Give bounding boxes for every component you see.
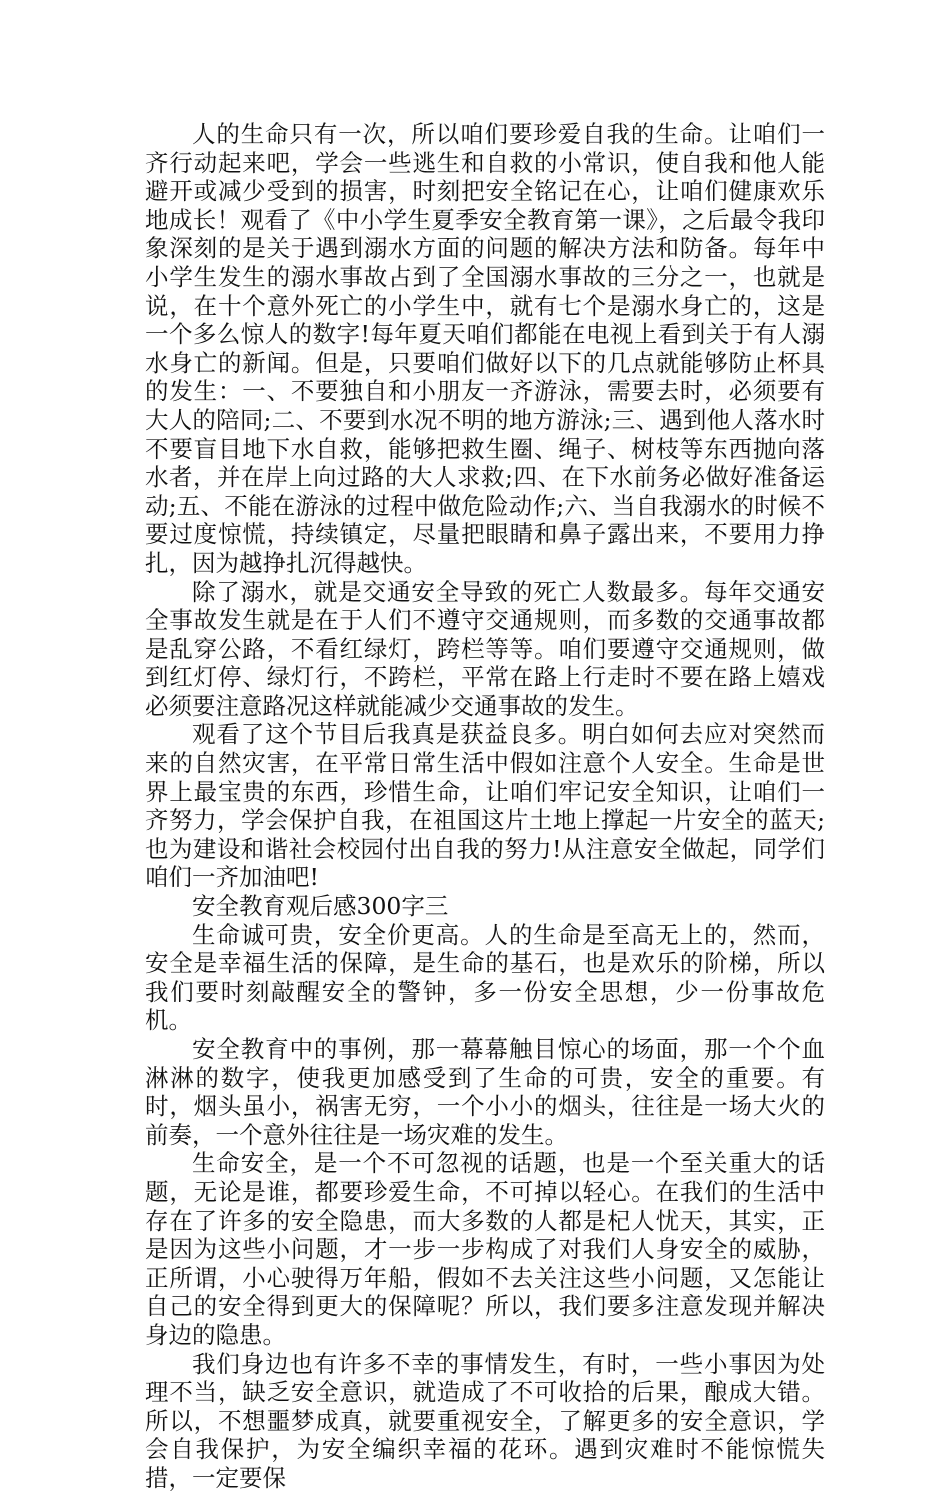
paragraph-life-precious: 生命诚可贵，安全价更高。人的生命是至高无上的，然而，安全是幸福生活的保障，是生命的基石，也是欢乐的阶梯，所以我们要时刻敲醒安全的警钟，多一份安全思想，少一份事故危机。 xyxy=(145,920,825,1035)
paragraph-drowning: 人的生命只有一次，所以咱们要珍爱自我的生命。让咱们一齐行动起来吧，学会一些逃生和自救的小常识，使自我和他人能避开或减少受到的损害，时刻把安全铭记在心，让咱们健康欢乐地成长！观看了《中小学生夏季安全教育第一课》，之后最令我印象深刻的是关于遇到溺水方面的问题的解决方法和防备。每年中小学生发生的溺水事故占到了全国溺水事故的三分之一，也就是说，在十个意外死亡的小学生中，就有七个是溺水身亡的，这是一个多么惊人的数字!每年夏天咱们都能在电视上看到关于有人溺水身亡的新闻。但是，只要咱们做好以下的几点就能够防止杯具的发生：一、不要独自和小朋友一齐游泳，需要去时，必须要有大人的陪同;二、不要到水况不明的地方游泳;三、遇到他人落水时不要盲目地下水自救，能够把救生圈、绳子、树枝等东西抛向落水者，并在岸上向过路的大人求救;四、在下水前务必做好准备运动;五、不能在游泳的过程中做危险动作;六、当自我溺水的时候不要过度惊慌，持续镇定，尽量把眼睛和鼻子露出来，不要用力挣扎，因为越挣扎沉得越快。 xyxy=(145,120,825,577)
paragraph-traffic: 除了溺水，就是交通安全导致的死亡人数最多。每年交通安全事故发生就是在于人们不遵守交通规则，而多数的交通事故都是乱穿公路，不看红绿灯，跨栏等等。咱们要遵守交通规则，做到红灯停、绿灯行，不跨栏，平常在路上行走时不要在路上嬉戏必须要注意路况这样就能减少交通事故的发生。 xyxy=(145,577,825,720)
paragraph-misfortunes: 我们身边也有许多不幸的事情发生，有时，一些小事因为处理不当，缺乏安全意识，就造成了不可收拾的后果，酿成大错。所以，不想噩梦成真，就要重视安全，了解更多的安全意识，学会自我保护，为安全编织幸福的花环。遇到灾难时不能惊慌失措，一定要保 xyxy=(145,1349,825,1492)
document-page xyxy=(145,120,825,1493)
paragraph-hidden-dangers: 生命安全，是一个不可忽视的话题，也是一个至关重大的话题，无论是谁，都要珍爱生命，不可掉以轻心。在我们的生活中存在了许多的安全隐患，而大多数的人都是杞人忧天，其实，正是因为这些小问题，才一步一步构成了对我们人身安全的威胁，正所谓，小心驶得万年船，假如不去关注这些小问题，又怎能让自己的安全得到更大的保障呢？所以，我们要多注意发现并解决身边的隐患。 xyxy=(145,1149,825,1349)
paragraph-conclusion: 观看了这个节目后我真是获益良多。明白如何去应对突然而来的自然灾害，在平常日常生活中假如注意个人安全。生命是世界上最宝贵的东西，珍惜生命，让咱们牢记安全知识，让咱们一齐努力，学会保护自我，在祖国这片土地上撑起一片安全的蓝天;也为建设和谐社会校园付出自我的努力!从注意安全做起，同学们咱们一齐加油吧! xyxy=(145,720,825,892)
paragraph-examples: 安全教育中的事例，那一幕幕触目惊心的场面，那一个个血淋淋的数字，使我更加感受到了生命的可贵，安全的重要。有时，烟头虽小，祸害无穷，一个小小的烟头，往往是一场大火的前奏，一个意外往往是一场灾难的发生。 xyxy=(145,1035,825,1149)
section-heading: 安全教育观后感300字三 xyxy=(192,892,449,921)
